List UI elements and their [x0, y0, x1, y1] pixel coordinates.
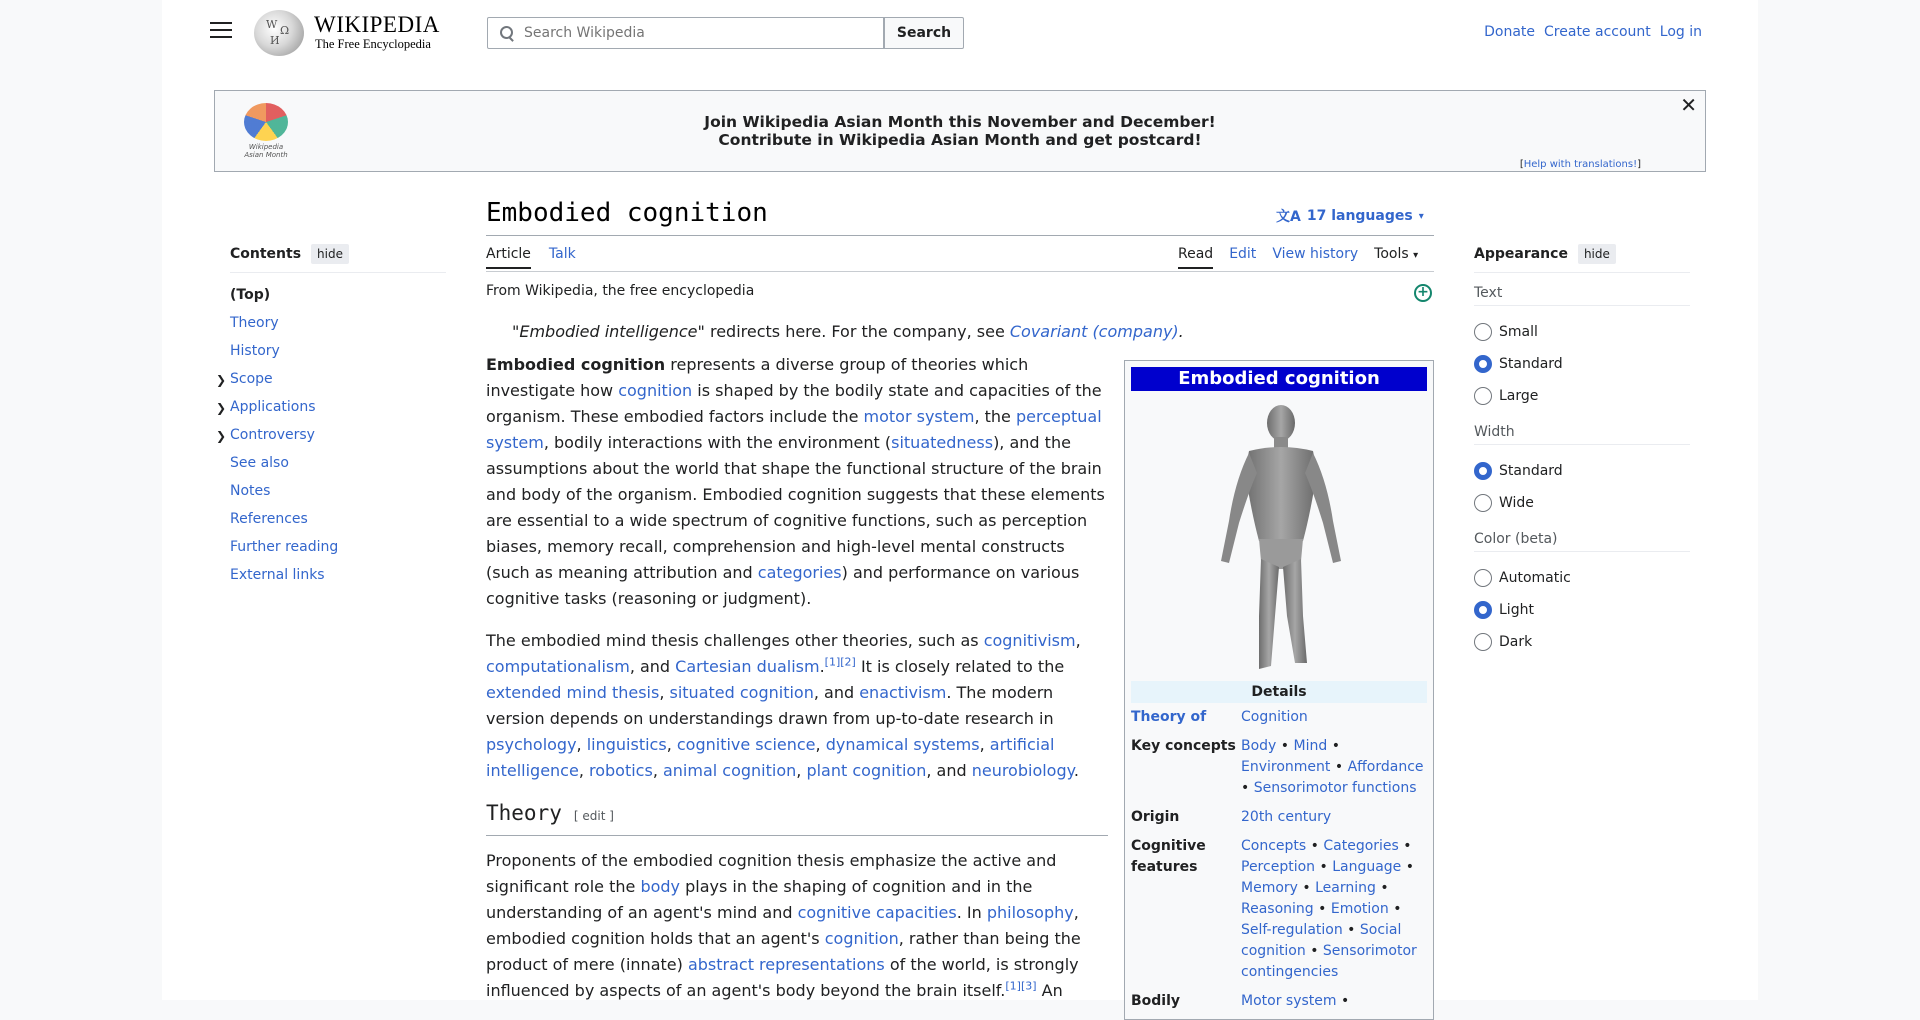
toc-item-history[interactable]: History — [230, 343, 280, 359]
infobox-link[interactable]: Language — [1332, 859, 1402, 875]
chevron-right-icon[interactable]: ❯ — [216, 429, 227, 443]
site-notice-banner — [214, 90, 1706, 172]
close-icon[interactable]: ✕ — [1680, 93, 1697, 117]
infobox-label: Bodily — [1131, 993, 1181, 1009]
infobox-link[interactable]: Categories — [1323, 838, 1399, 854]
text-size-option-large[interactable] — [1474, 380, 1690, 412]
link-motor-system[interactable]: motor system — [863, 407, 975, 426]
separator-dot: • — [1347, 922, 1356, 938]
toc-title: Contents — [230, 246, 302, 262]
link-situatedness[interactable]: situatedness — [891, 433, 994, 452]
citation-link[interactable]: [1] — [1005, 979, 1021, 993]
infobox-link[interactable]: Concepts — [1241, 838, 1307, 854]
chevron-right-icon[interactable]: ❯ — [216, 401, 227, 415]
create-account-link[interactable]: Create account — [1544, 24, 1651, 40]
link-perceptual-system[interactable]: perceptual system — [486, 407, 1102, 452]
infobox-link[interactable]: Social cognition — [1241, 922, 1402, 959]
infobox-label: Origin — [1131, 809, 1180, 825]
citation-link[interactable]: [3] — [1020, 979, 1037, 993]
radio-button[interactable] — [1474, 633, 1492, 651]
link-cartesian-dualism[interactable]: Cartesian dualism — [675, 657, 820, 676]
radio-label: Dark — [1499, 634, 1533, 650]
tab-view-history[interactable]: View history — [1272, 246, 1359, 262]
radio-button[interactable] — [1474, 569, 1492, 587]
article-body — [486, 352, 1108, 1020]
link-cognition-2[interactable]: cognition — [824, 929, 899, 948]
infobox-link[interactable]: Sensorimotor functions — [1253, 780, 1417, 796]
link-animal-cognition[interactable]: animal cognition — [662, 761, 797, 780]
human-figure-image[interactable] — [1131, 391, 1427, 681]
namespace-tabs — [486, 246, 576, 269]
chevron-right-icon[interactable]: ❯ — [216, 373, 227, 387]
log-in-link[interactable]: Log in — [1659, 24, 1702, 40]
link-body[interactable]: body — [640, 877, 681, 896]
link-categories[interactable]: categories — [757, 563, 842, 582]
toc-item-see-also[interactable]: See also — [230, 455, 289, 471]
color-option-dark[interactable] — [1474, 626, 1690, 658]
width-option-standard[interactable] — [1474, 455, 1690, 487]
toc-item-external-links[interactable]: External links — [230, 567, 325, 583]
link-computationalism[interactable]: computationalism — [486, 657, 630, 676]
text-size-option-standard[interactable] — [1474, 348, 1690, 380]
section-heading-theory: Theory [ edit ] — [486, 800, 1108, 836]
infobox-link-list — [1241, 736, 1427, 799]
tab-article[interactable]: Article — [486, 246, 531, 269]
infobox-link[interactable]: Mind — [1293, 738, 1328, 754]
page-title: Embodied cognition — [486, 198, 768, 228]
infobox-row — [1131, 732, 1427, 803]
toc-item-top[interactable]: (Top) — [230, 287, 271, 303]
radio-button[interactable] — [1474, 462, 1492, 480]
infobox-link[interactable]: Environment — [1241, 759, 1331, 775]
infobox-row — [1131, 803, 1427, 832]
infobox-row — [1131, 703, 1427, 732]
toc-item-notes[interactable]: Notes — [230, 483, 271, 499]
text-size-option-small[interactable] — [1474, 316, 1690, 348]
link-cognitive-science[interactable]: cognitive science — [676, 735, 816, 754]
view-tabs — [1178, 246, 1418, 269]
infobox-label: Key concepts — [1131, 738, 1236, 754]
radio-button[interactable] — [1474, 494, 1492, 512]
tab-talk[interactable]: Talk — [548, 246, 576, 262]
link-philosophy[interactable]: philosophy — [986, 903, 1074, 922]
translate-icon: 文A — [1276, 209, 1301, 225]
toc-item-further-reading[interactable]: Further reading — [230, 539, 339, 555]
language-selector[interactable]: 文A 17 languages ▾ — [1276, 208, 1424, 225]
toc-item-scope[interactable]: Scope — [230, 371, 273, 387]
separator-dot: • — [1318, 901, 1327, 917]
citation-link[interactable]: [1] — [824, 655, 841, 669]
separator-dot: • — [1319, 859, 1328, 875]
link-cognitive-capacities[interactable]: cognitive capacities — [797, 903, 957, 922]
link-situated-cognition[interactable]: situated cognition — [669, 683, 814, 702]
appearance-panel — [1474, 244, 1690, 658]
radio-button[interactable] — [1474, 323, 1492, 341]
link-cognition[interactable]: cognition — [618, 381, 693, 400]
infobox-link[interactable]: Learning — [1315, 880, 1376, 896]
search-input[interactable] — [524, 25, 864, 41]
width-option-wide[interactable] — [1474, 487, 1690, 519]
link-linguistics[interactable]: linguistics — [586, 735, 667, 754]
link-abstract-representations[interactable]: abstract representations — [687, 955, 885, 974]
infobox-link[interactable]: Cognition — [1241, 709, 1308, 725]
table-of-contents — [216, 244, 446, 593]
search-icon — [500, 26, 514, 40]
radio-button[interactable] — [1474, 387, 1492, 405]
separator-dot: • — [1241, 780, 1250, 796]
infobox-link[interactable]: Self-regulation — [1241, 922, 1343, 938]
radio-label: Standard — [1499, 463, 1563, 479]
wikipedia-tagline: The Free Encyclopedia — [315, 37, 431, 51]
tab-read[interactable]: Read — [1178, 246, 1213, 269]
link-neurobiology[interactable]: neurobiology — [971, 761, 1074, 780]
hatnote-link[interactable]: Covariant (company) — [1009, 322, 1179, 341]
link-cognitivism[interactable]: cognitivism — [983, 631, 1076, 650]
text-size-label: Text — [1474, 285, 1690, 306]
separator-dot: • — [1331, 738, 1340, 754]
radio-label: Automatic — [1499, 570, 1571, 586]
separator-dot: • — [1393, 901, 1402, 917]
separator-dot: • — [1405, 859, 1415, 875]
link-dynamical-systems[interactable]: dynamical systems — [825, 735, 980, 754]
link-psychology[interactable]: psychology — [486, 735, 577, 754]
infobox-label: Cognitive features — [1131, 838, 1206, 875]
chevron-down-icon: ▾ — [1418, 210, 1424, 222]
citation-link[interactable]: [2] — [840, 655, 856, 669]
search-button[interactable]: Search — [884, 17, 964, 49]
chevron-down-icon: ▾ — [1413, 250, 1419, 261]
color-option-automatic[interactable] — [1474, 562, 1690, 594]
radio-label: Light — [1499, 602, 1534, 618]
toc-item-controversy[interactable]: Controversy — [230, 427, 315, 443]
separator-dot: • — [1302, 880, 1311, 896]
infobox-link[interactable]: Emotion — [1330, 901, 1389, 917]
toc-item-theory[interactable]: Theory — [230, 315, 279, 331]
paragraph: Embodied cognition represents a diverse group of theories which investigate how cognition is shaped by the bodily state and capacities of the organism. These embodied factors include the motor system, the perceptual system, bodily interactions with the environment (situatedness), and the assumptions about the world that shape the functional structure of the brain and body of the organism. Embodied cognition suggests that these elements are essential to a wide spectrum of cognitive functions, such as perception biases, memory recall, comprehension and high-level mental constructs (such as meaning attribution and categories) and performance on various cognitive tasks (reasoning or judgment). — [486, 355, 1105, 608]
infobox-link[interactable]: Affordance — [1347, 759, 1424, 775]
radio-button[interactable] — [1474, 601, 1492, 619]
paragraph: Proponents of the embodied cognition thesis emphasize the active and significant role the body plays in the shaping of cognition and in the understanding of an agent's mind and cognitive capacities. In philosophy, embodied cognition holds that an agent's cognition, rather than being the product of mere (innate) abstract representations of the world, is strongly influenced by aspects of an agent's body beyond the brain itself.[1][3] An — [486, 851, 1081, 1000]
link-extended-mind[interactable]: extended mind thesis — [486, 683, 660, 702]
infobox-link[interactable]: Sensorimotor contingencies — [1241, 943, 1417, 980]
link-robotics[interactable]: robotics — [589, 761, 653, 780]
separator-dot: • — [1403, 838, 1412, 854]
tools-menu[interactable]: Tools ▾ — [1374, 246, 1419, 262]
radio-label: Wide — [1499, 495, 1534, 511]
main-menu-button[interactable] — [210, 22, 232, 40]
radio-label: Standard — [1499, 356, 1563, 372]
infobox-label[interactable]: Theory of — [1131, 709, 1207, 725]
help-translations: [Help with translations!] — [1519, 159, 1641, 170]
infobox-details-header: Details — [1131, 681, 1427, 703]
separator-dot: • — [1310, 943, 1319, 959]
link-plant-cognition[interactable]: plant cognition — [806, 761, 927, 780]
toc-item-applications[interactable]: Applications — [230, 399, 316, 415]
paragraph: The embodied mind thesis challenges other theories, such as cognitivism, computationalism, and Cartesian dualism.[1][2] It is closely related to the extended mind thesis, situated cognition, and enactivism. The modern version depends on understandings drawn from up-to-date research in psychology, linguistics, cognitive science, dynamical systems, artificial intelligence, robotics, animal cognition, plant cognition, and neurobiology. — [486, 631, 1081, 780]
banner-message: Join Wikipedia Asian Month this November and December! Contribute in Wikipedia Asian Month and get postcard! — [704, 113, 1216, 149]
infobox-row — [1131, 832, 1427, 987]
color-option-light[interactable] — [1474, 594, 1690, 626]
color-label: Color (beta) — [1474, 531, 1690, 552]
separator-dot: • — [1280, 738, 1290, 754]
site-subtitle: From Wikipedia, the free encyclopedia — [486, 283, 755, 299]
infobox — [1124, 360, 1434, 1020]
wikipedia-globe-logo[interactable]: W Ω И — [254, 10, 304, 56]
wikipedia-wordmark[interactable]: WIKIPEDIA — [314, 12, 440, 37]
infobox-link[interactable]: Reasoning — [1241, 901, 1314, 917]
section-edit-link[interactable]: [ edit ] — [573, 809, 614, 823]
radio-label: Small — [1499, 324, 1538, 340]
infobox-row: Bodily Motor system • — [1131, 987, 1427, 1016]
link-enactivism[interactable]: enactivism — [859, 683, 947, 702]
link-artificial-intelligence[interactable]: artificial intelligence — [486, 735, 1055, 780]
toc-hide-button[interactable]: hide — [311, 244, 349, 264]
search-field[interactable] — [487, 17, 884, 49]
tab-edit[interactable]: Edit — [1229, 246, 1257, 262]
user-links — [1484, 24, 1702, 40]
radio-label: Large — [1499, 388, 1539, 404]
appearance-title: Appearance — [1474, 246, 1568, 262]
add-topic-icon[interactable]: + — [1414, 284, 1432, 302]
help-translations-link[interactable]: Help with translations! — [1523, 159, 1638, 170]
radio-button[interactable] — [1474, 355, 1492, 373]
infobox-link[interactable]: Memory — [1241, 880, 1298, 896]
hatnote: "Embodied intelligence" redirects here. For the company, see Covariant (company). — [512, 322, 1184, 341]
infobox-link[interactable]: 20th century — [1241, 809, 1332, 825]
separator-dot: • — [1380, 880, 1389, 896]
separator-dot: • — [1334, 759, 1344, 775]
separator-dot: • — [1310, 838, 1319, 854]
appearance-hide-button[interactable]: hide — [1578, 244, 1616, 264]
infobox-link-list — [1241, 836, 1427, 983]
infobox-title: Embodied cognition — [1131, 367, 1427, 391]
infobox-link[interactable]: Body — [1241, 738, 1277, 754]
infobox-link[interactable]: Motor system — [1241, 993, 1337, 1009]
donate-link[interactable]: Donate — [1484, 24, 1536, 40]
page — [162, 0, 1758, 1009]
width-label: Width — [1474, 424, 1690, 445]
toc-item-references[interactable]: References — [230, 511, 308, 527]
asian-month-logo: Wikipedia Asian Month — [241, 103, 291, 161]
infobox-link[interactable]: Perception — [1241, 859, 1316, 875]
